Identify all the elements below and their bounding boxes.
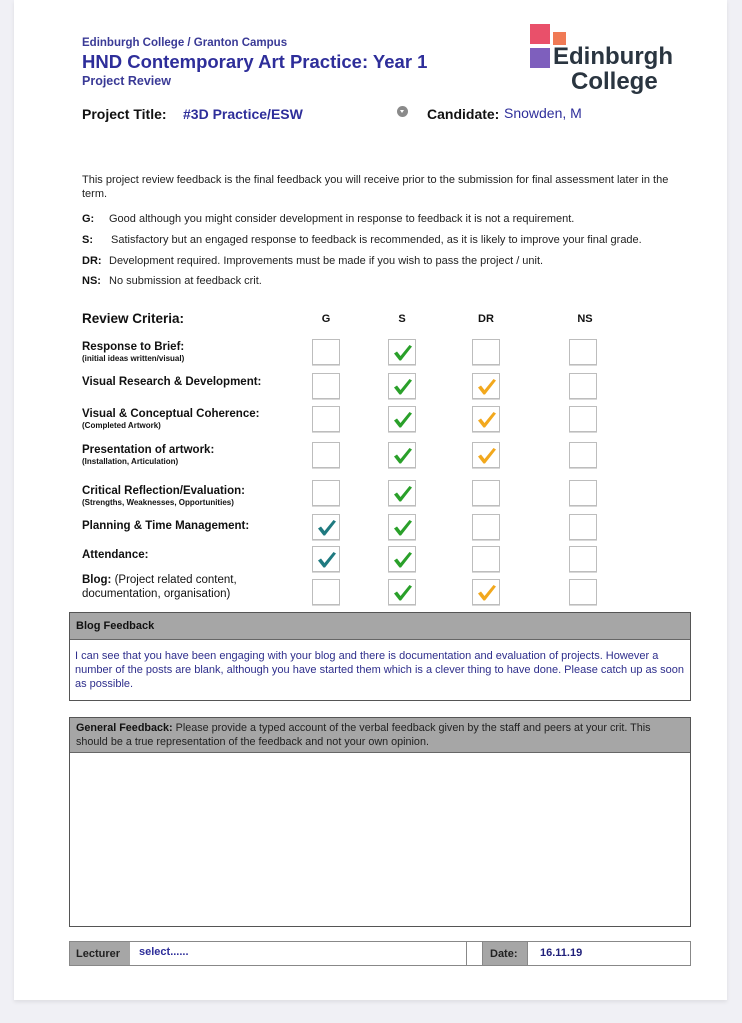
checkbox-dr[interactable] [472,546,500,572]
page-subtitle: Project Review [82,74,171,88]
checkbox-ns[interactable] [569,373,597,399]
key-text: Good although you might consider development in response to feedback it is not a requirement. [109,213,575,225]
checkmark-icon [392,583,413,602]
criterion-label: Critical Reflection/Evaluation: [82,485,245,497]
criterion-blog [82,573,272,601]
logo-text-line2: College [571,68,658,95]
checkbox-g[interactable] [312,339,340,365]
criterion-label: Response to Brief: [82,341,185,353]
criterion-label: Presentation of artwork: [82,444,215,456]
checkmark-icon [476,446,497,465]
document-page [14,0,727,1000]
checkbox-dr[interactable] [472,406,500,432]
criterion-attendance [82,549,148,562]
criterion-visual-research [82,376,261,389]
key-item-dr [82,255,543,267]
checkmark-icon [392,484,413,503]
checkbox-s[interactable] [388,579,416,605]
criterion-sublabel: (Strengths, Weaknesses, Opportunities) [82,498,234,507]
criterion-sublabel: (Installation, Articulation) [82,457,179,466]
column-header-g: G [321,313,331,325]
checkbox-dr[interactable] [472,480,500,506]
criterion-label: Blog: [82,574,112,586]
criterion-response-to-brief [82,341,184,364]
chevron-down-circle-icon[interactable] [397,106,408,117]
key-item-ns [82,275,262,287]
checkmark-icon [392,377,413,396]
signoff-row [69,941,691,966]
key-text: Development required. Improvements must be made if you wish to pass the project / unit. [109,255,544,267]
date-label: Date: [483,942,527,965]
checkbox-s[interactable] [388,442,416,468]
criterion-label: Attendance: [82,549,149,561]
candidate-label: Candidate: [427,106,500,122]
criterion-sublabel: (Project related content, documentation, organisation) [82,574,237,600]
blog-feedback-text[interactable]: I can see that you have been engaging with your blog and there is documentation and evaluation of projects. However a number of the posts are blank, although you have started them which is a clever thing to have done. Please catch up as soon as possible. [75,650,685,690]
checkbox-g[interactable] [312,546,340,572]
checkmark-icon [476,410,497,429]
checkbox-ns[interactable] [569,339,597,365]
criterion-presentation [82,444,214,467]
criterion-visual-coherence [82,408,259,431]
key-code: S: [82,234,93,246]
criterion-label: Planning & Time Management: [82,520,250,532]
project-title-label: Project Title: [82,106,167,122]
project-title-field[interactable]: #3D Practice/ESW [183,106,303,122]
checkbox-ns[interactable] [569,480,597,506]
general-feedback-heading-label: General Feedback: [76,722,173,734]
checkbox-s[interactable] [388,546,416,572]
blog-feedback-heading: Blog Feedback [70,613,690,640]
logo-square-purple [530,48,550,68]
criterion-label: Visual Research & Development: [82,376,262,388]
checkbox-g[interactable] [312,514,340,540]
checkmark-icon [392,446,413,465]
checkbox-s[interactable] [388,339,416,365]
key-text: No submission at feedback crit. [109,275,262,287]
checkbox-dr[interactable] [472,339,500,365]
general-feedback-heading [70,718,690,753]
key-item-g [82,213,574,225]
key-code: NS: [82,275,101,287]
general-feedback-instructions: Please provide a typed account of the verbal feedback given by the staff and peers at your crit. This should be a true representation of the feedback and not your own opinion. [76,722,651,748]
checkmark-icon [392,550,413,569]
lecturer-label: Lecturer [70,942,130,965]
general-feedback-panel [69,717,691,927]
blog-feedback-panel [69,612,691,701]
checkbox-dr[interactable] [472,373,500,399]
checkbox-ns[interactable] [569,579,597,605]
footer-spacer [467,942,483,965]
checkmark-icon [392,410,413,429]
checkbox-dr[interactable] [472,442,500,468]
checkbox-s[interactable] [388,406,416,432]
checkbox-dr[interactable] [472,514,500,540]
review-criteria-title: Review Criteria: [82,311,185,326]
key-code: G: [82,213,95,225]
key-text: Satisfactory but an engaged response to feedback is recommended, as it is likely to improve your final grade. [111,234,642,246]
checkbox-ns[interactable] [569,546,597,572]
intro-text: This project review feedback is the final feedback you will receive prior to the submission for final assessment later in the term. [82,174,669,200]
checkmark-icon [316,518,337,537]
checkbox-g[interactable] [312,579,340,605]
checkmark-icon [392,518,413,537]
checkmark-icon [316,550,337,569]
checkbox-s[interactable] [388,514,416,540]
checkbox-g[interactable] [312,373,340,399]
course-title: HND Contemporary Art Practice: Year 1 [82,51,428,72]
lecturer-select[interactable]: select...... [130,942,467,965]
checkbox-ns[interactable] [569,514,597,540]
checkmark-icon [476,377,497,396]
criterion-sublabel: (Completed Artwork) [82,421,161,430]
college-logo [530,24,690,96]
criterion-planning [82,520,249,533]
column-header-ns: NS [577,313,593,325]
general-feedback-input[interactable] [70,753,690,923]
date-field[interactable]: 16.11.19 [527,942,690,965]
candidate-field[interactable]: Snowden, M [504,105,582,121]
checkbox-g[interactable] [312,406,340,432]
checkbox-ns[interactable] [569,406,597,432]
checkbox-s[interactable] [388,373,416,399]
checkmark-icon [476,583,497,602]
checkbox-g[interactable] [312,442,340,468]
logo-text-line1: Edinburgh [553,43,673,70]
checkbox-ns[interactable] [569,442,597,468]
checkmark-icon [392,343,413,362]
key-item-s [82,234,642,246]
breadcrumb: Edinburgh College / Granton Campus [82,37,288,49]
checkbox-g[interactable] [312,480,340,506]
checkbox-dr[interactable] [472,579,500,605]
column-header-dr: DR [478,313,494,325]
criterion-label: Visual & Conceptual Coherence: [82,408,260,420]
column-header-s: S [398,313,406,325]
criterion-sublabel: (initial ideas written/visual) [82,354,185,363]
criterion-critical-reflection [82,485,245,508]
key-code: DR: [82,255,102,267]
logo-square-red [530,24,550,44]
checkbox-s[interactable] [388,480,416,506]
